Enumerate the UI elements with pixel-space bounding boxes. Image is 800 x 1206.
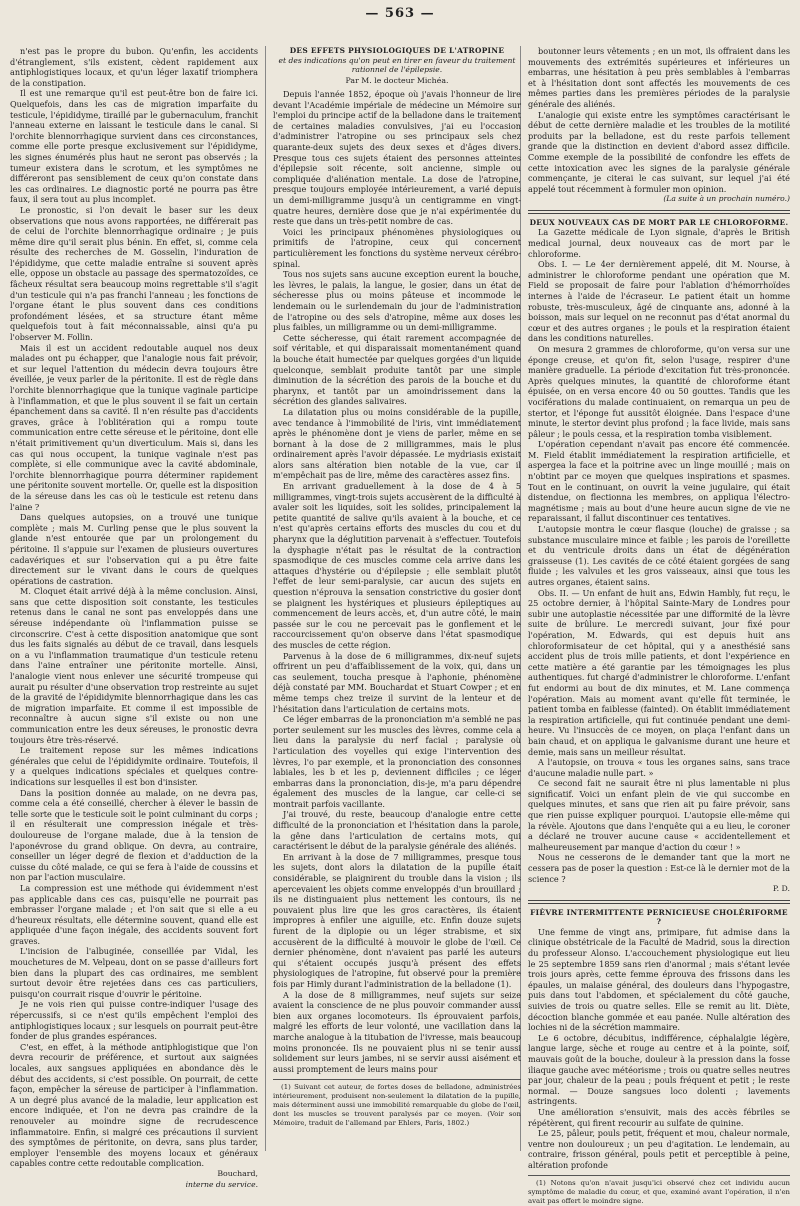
- paragraph: Ce second fait ne saurait être ni plus lamentable ni plus significatif. Voici un enfant plein de vie qui succombe en quelques minutes, et sans que rien ait pu faire prévoir, sans que rien puisse expliquer pourquoi. L'autopsie elle-même qui la révèle. Ajoutons que dans l'enquête qui a eu lieu, le coroner a déclaré ne trouver aucune cause « accidentellement et malheureusement par manque d'action du cœur ! »: [528, 778, 790, 852]
- paragraph: Je ne vois rien qui puisse contre-indiquer l'usage des répercussifs, si ce n'est qu'ils empêchent l'emploi des antiphlogistiques locaux ; sur lesquels on pourrait peut-être fonder de plus grandes espérances.: [10, 999, 258, 1042]
- paragraph: Ce léger embarras de la prononciation m'a semblé ne pas porter seulement sur les muscles des lèvres, comme cela a lieu dans la paralysie du nerf facial ; paralysie où l'articulation des voyelles qui exige l'intervention des lèvres, l'o par exemple, et la prononciation des consonnes labiales, les b et les p, deviennent difficiles ; ce léger embarras dans la prononciation, dis-je, m'a paru dépendre également des muscles de la langue, car celle-ci se montrait parfois vacillante.: [273, 714, 522, 809]
- paragraph: En arrivant graduellement à la dose de 4 à 5 milligrammes, vingt-trois sujets accusèrent de la difficulté à avaler soit les liquides, soit les solides, principalement la petite quantité de salive qu'ils avaient à la bouche, et ce n'est qu'après certains efforts des muscles du cou et du pharynx que la déglutition parvenait à s'effectuer. Toutefois la dysphagie n'était pas le résultat de la contraction spasmodique de ces muscles comme cela arrive dans les attaques d'hystérie ou d'épilepsie ; elle semblait plutôt l'effet de leur semi-paralysie, car aucun des sujets en question n'éprouva la sensation constrictive du gosier dont se plaignent les hystériques et plusieurs épileptiques au commencement de leurs accès, et, d'un autre côté, le main passée sur le cou ne percevait pas le gonflement et le raccourcissement qu'on observe dans l'état spasmodique des muscles de cette région.: [273, 481, 521, 650]
- paragraph: Dans la position donnée au malade, on ne devra pas, comme cela a été conseillé, chercher à élever le bassin de telle sorte que le testicule soit le point culminant du corps ; il en résulterait une compression inégale et très-douloureuse de l'organe malade, due à la tension de l'aponévrose du grand oblique. On devra, au contraire, conseiller un léger degré de flexion et d'adduction de la cuisse du côté malade, ce qui se fera à l'aide de coussins et non par l'action musculaire.: [10, 787, 258, 883]
- paragraph: L'autopsie montra le cœur flasque (louche) de graisse ; sa substance musculaire mince et faible ; les parois de l'oreillette et du ventricule droits dans un état de dégénération graisseuse (1). Les cavités de ce côté étaient gorgées de sang fluide ; les valvules et les gros vaisseaux, ainsi que tous les autres organes, étaient sains.: [528, 524, 790, 587]
- paragraph: Une femme de vingt ans, primipare, fut admise dans la clinique obstétricale de la Faculté de Madrid, sous la direction du professeur Alonso. L'accouchement physiologique eut lieu le 25 septembre 1859 sans rien d'anormal ; mais s'étant levée trois jours après, cette femme éprouva des frissons dans les épaules, un malaise général, des douleurs dans l'hypogastre, puis dans tout l'abdomen, et spécialement du côté gauche, suivies de trois ou quatre selles. Elle se remit au lit. Diète, décoction blanche gommée et eau panée. Nulle altération des lochies ni de la sécrétion mammaire.: [528, 926, 790, 1033]
- paragraph: Le 25, pâleur, pouls petit, fréquent et mou, chaleur normale, ventre non douloureux ; un peu d'agitation. Le lendemain, au contraire, frisson général, pouls petit et perceptible à peine, altération profonde: [528, 1128, 790, 1170]
- author-role: interne du service.: [185, 1179, 258, 1189]
- footnote: (1) Notons qu'on n'avait jusqu'ici observé chez cet individu aucun symptôme de maladie du cœur, et que, examiné avant l'opération, il n'en avait pas offert le moindre signe.: [528, 1179, 790, 1206]
- paragraph: Le 6 octobre, décubitus, indifférence, céphalalgie légère, langue large, sèche et rouge au centre et à la pointe, soif, mauvais goût de la bouche, douleur à la pression dans la fosse iliaque gauche avec météorisme ; trois ou quatre selles neutres par jour, chaleur de la peau ; pouls fréquent et petit ; le reste normal. — Douze sangsues loco dolenti ; lavements astringents.: [528, 1032, 790, 1107]
- paragraph: n'est pas le propre du bubon. Qu'enfin, les accidents d'étranglement, s'ils existent, cèdent rapidement aux antiphlogistiques locaux, et qu'un léger laxatif triomphera de la constipation.: [10, 46, 258, 88]
- paragraph: Il est une remarque qu'il est peut-être bon de faire ici. Quelquefois, dans les cas de migration imparfaite du testicule, l'épididyme, tiraillé par le gubernaculum, franchit l'anneau externe en laissant le testicule dans le canal. Si l'orchite blennorrhagique survient dans ces circonstances, comme elle porte presque exclusivement sur l'épididyme, les signes énumérés plus haut ne seront pas observés ; la tumeur existera dans le scrotum, et les symptômes ne différeront pas sensiblement de ceux qu'on constate dans les cas ordinaires. Le diagnostic porté ne pourra pas être faux, il sera tout au plus incomplet.: [10, 88, 258, 205]
- article-title: DES EFFETS PHYSIOLOGIQUES DE L'ATROPINE: [289, 46, 505, 55]
- paragraph: Cette sécheresse, qui était rarement accompagnée de soif véritable, et qui disparaissait momentanément quand la bouche était humectée par quelques gorgées d'un liquide quelconque, semblait produite tantôt par une simple diminution de la sécrétion des parois de la bouche et du pharynx, et tantôt par un amoindrissement dans la sécrétion des glandes salivaires.: [273, 332, 521, 407]
- paragraph: Une amélioration s'ensuivit, mais des accès fébriles se répétèrent, qui firent recourir au sulfate de quinine.: [528, 1106, 790, 1128]
- author-signature: P. D.: [772, 884, 790, 894]
- paragraph: Le pronostic, si l'on devait le baser sur les deux observations que nous avons rapportées, ne différerait pas de celui de l'orchite blennorrhagique ordinaire ; je puis même dire qu'il serait plus bénin. En effet, si, comme cela résulte des recherches de M. Gosselin, l'induration de l'épididyme, que cette maladie entraîne si souvent après elle, oppose un obstacle au passage des spermatozoïdes, ce fâcheux résultat sera beaucoup moins regrettable s'il s'agit d'un testicule qui n'a pas franchi l'anneau ; les fonctions de l'organe étant le plus souvent dans ces conditions profondément lésées, et sa structure étant même quelquefois tout à fait méconnaissable, ainsi qu'a pu l'observer M. Follin.: [10, 204, 258, 343]
- paragraph: Dans quelques autopsies, on a trouvé une tunique complète ; mais M. Curling pense que le plus souvent la glande n'est entourée que par un prolongement du péritoine. Il s'appuie sur l'examen de plusieurs ouvertures cadavériques et sur l'observation qui a pu être faite directement sur le vivant dans le cours de quelques opérations de castration.: [10, 512, 258, 586]
- paragraph: Tous nos sujets sans aucune exception eurent la bouche, les lèvres, le palais, la langue, le gosier, dans un état de sécheresse plus ou moins pâteuse et incommode le lendemain ou le surlendemain du jour de l'administration de l'atropine ou des sels d'atropine, même aux doses les plus faibles, un milligramme ou un demi-milligramme.: [273, 269, 521, 333]
- paragraph: Voici les principaux phénomènes physiologiques ou primitifs de l'atropine, ceux qui concernent particulièrement les fonctions du système nerveux cérébro-spinal.: [273, 226, 521, 269]
- paragraph: En arrivant à la dose de 7 milligrammes, presque tous les sujets, dont alors la dilatation de la pupille était considérable, se plaignirent du trouble dans la vision ; ils apercevaient les objets comme enveloppés d'un brouillard ; ils ne distinguaient plus nettement les contours, ils ne pouvaient plus lire que les gros caractères, ils étaient impropres à enfiler une aiguille, etc. Enfin douze sujets furent de la diplopie ou un léger strabisme, et six accusèrent de la difficulté à mouvoir le globe de l'œil. Ce dernier phénomène, dont n'avaient pas parlé les auteurs qui s'étaient occupés jusqu'à présent des effets physiologiques de l'atropine, fut observé pour la première fois par Himly durant l'administration de la belladone (1).: [273, 851, 521, 989]
- continued-note: (La suite à un prochain numéro.): [663, 194, 790, 204]
- author-signature: Bouchard,: [217, 1168, 258, 1178]
- column-1: [10, 46, 258, 1189]
- column-divider: [265, 46, 266, 1151]
- article-subtitle: et des indications qu'on peut en tirer en faveur du traitement rationnel de l'épilepsie.: [278, 55, 516, 74]
- footnote: (1) Suivant cet auteur, de fortes doses de belladone, administrées intérieurement, produisent non-seulement la dilatation de la pupille, mais déterminent aussi une immobilité remarquable du globe de l'œil, dont les muscles se trouvent paralysés par ce moyen. (Voir son Mémoire, traduit de l'allemand par Ehlers, Paris, 1802.): [273, 1083, 521, 1127]
- article-title: FIÈVRE INTERMITTENTE PERNICIEUSE CHOLÉRIFORME ?: [530, 907, 788, 927]
- paragraph: Depuis l'année 1852, époque où j'avais l'honneur de lire devant l'Académie impériale de médecine un Mémoire sur l'emploi du principe actif de la belladone dans le traitement de certaines maladies convulsives, j'ai eu l'occasion d'administrer l'atropine ou ses principaux sels chez quarante-deux sujets des deux sexes et d'âges divers. Presque tous ces sujets étaient des personnes atteintes d'épilepsie soit récente, soit ancienne, simple ou compliquée d'aliénation mentale. La dose de l'atropine, presque toujours employée intérieurement, a varié depuis un demi-milligramme jusqu'à un centigramme en vingt-quatre heures, dernière dose que je n'ai expérimentée du reste que dans un très-petit nombre de cas.: [273, 89, 521, 227]
- paragraph: boutonner leurs vêtements ; en un mot, ils offraient dans les mouvements des extrémités supérieures et inférieures un embarras, une hésitation à peu près semblables à l'embarras et à l'hésitation dont sont affectés les mouvements de ces mêmes parties dans les premières périodes de la paralysie générale des aliénés.: [528, 46, 790, 109]
- paragraph: Mais il est un accident redoutable auquel nos deux malades ont pu échapper, que l'analogie nous fait prévoir, et sur lequel l'attention du médecin devra toujours être éveillée, je veux parler de la péritonite. Il est de règle dans l'orchite blennorrhagique que la tunique vaginale participe à l'inflammation, et que le plus souvent il se fait un certain épanchement dans sa cavité. Il n'en résulte pas d'accidents graves, grâce à l'oblitération qui a rompu toute communication entre cette séreuse et le péritoine, dont elle n'était primitivement qu'un diverticulum. Mais si, dans les cas qui nous occupent, la tunique vaginale n'est pas complète, si elle communique avec la cavité abdominale, l'orchite blennorrhagique pourra déterminer rapidement une péritonite souvent mortelle. Or, quelle est la disposition de la séreuse dans les cas où le testicule est retenu dans l'aine ?: [10, 342, 258, 512]
- paragraph: M. Cloquet était arrivé déjà à la même conclusion. Ainsi, sans que cette disposition soit constante, les testicules retenus dans le canal ne sont pas enveloppés dans une séreuse indépendante où l'inflammation puisse se circonscrire. C'est à cette disposition anatomique que sont dus les faits signalés au début de ce travail, dans lesquels on a vu l'inflammation traumatique d'un testicule retenu dans l'aine entraîner une péritonite mortelle. Ainsi, l'analogie vient nous enlever une sécurité trompeuse qui aurait pu résulter d'une observation trop restreinte au sujet de la gravité de l'épididymite blennorrhagique dans les cas de migration imparfaite. Et comme il est impossible de reconnaître à aucun signe s'il existe ou non une communication entre les deux séreuses, le pronostic devra toujours être très-réservé.: [10, 586, 258, 745]
- paragraph: Obs. II. — Un enfant de huit ans, Edwin Hambly, fut reçu, le 25 octobre dernier, à l'hôpital Sainte-Mary de Londres pour subir une autoplastie nécessitée par une difformité de la lèvre suite de brûlure. Le mercredi suivant, jour fixé pour l'opération, M. Edwards, qui est depuis huit ans chloroformisateur de cet hôpital, qui y a anesthésié sans accident plus de trois mille patients, et dont l'expérience en cette matière a été garantie par les témoignages les plus authentiques. fut chargé d'administrer le chloroforme. L'enfant fut endormi au bout de dix minutes, et M. Lane commença l'opération. Mais au moment avant qu'elle fût terminée, le patient tomba en faiblesse (fainted). On établit immédiatement la respiration artificielle, qui fut continuée pendant une demi-heure. Vu l'insuccès de ce moyen, on plaça l'enfant dans un bain chaud, et on appliqua le galvanisme durant une heure et demie, mais sans un meilleur résultat.: [528, 587, 790, 757]
- paragraph: La compression est une méthode qui évidemment n'est pas applicable dans ces cas, puisqu'elle ne pourrait pas embrasser l'organe malade ; et l'on sait que si elle a eu d'heureux résultats, elle détermine souvent, quand elle est appliquée d'une façon inégale, des accidents souvent fort graves.: [10, 882, 258, 946]
- column-3: [528, 46, 790, 1206]
- section-rule: [528, 900, 790, 904]
- article-author: Par M. le docteur Michéa.: [345, 75, 449, 85]
- paragraph: A la dose de 8 milligrammes, neuf sujets sur seize avaient la conscience de ne plus pouvoir commander aussi bien aux organes locomoteurs. Ils éprouvaient parfois, malgré les efforts de leur volonté, une vacillation dans la marche analogue à la titubation de l'ivresse, mais beaucoup moins prononcée. Ils ne pouvaient plus ni se tenir aussi solidement sur leurs jambes, ni se servir aussi aisément et aussi promptement de leurs mains pour: [273, 989, 521, 1074]
- footnotes: [528, 1175, 790, 1205]
- column-2: [273, 46, 521, 1151]
- paragraph: C'est, en effet, à la méthode antiphlogistique que l'on devra recourir de préférence, et surtout aux saignées locales, aux sangsues appliquées en abondance dès le début des accidents, si c'est possible. On pourrait, de cette façon, empêcher la séreuse de participer à l'inflammation. A un degré plus avancé de la maladie, leur application est encore indiquée, et l'on ne devra pas craindre de la renouveler au moindre signe de recrudescence inflammatoire. Enfin, si malgré ces précautions il survient des symptômes de péritonite, on devra, sans plus tarder, employer l'ensemble des moyens locaux et généraux capables contre cette redoutable complication.: [10, 1041, 258, 1169]
- paragraph: Obs. I. — Le 4er dernièrement appelé, dit M. Nourse, à administrer le chloroforme pendant une opération que M. Field se proposait de faire pour l'ablation d'hémorrhoïdes internes à l'aide de l'écraseur. Le patient était un homme robuste, très-musculeux, âgé de cinquante ans, adonné à la boisson, mais sur lequel on ne reconnut pas d'état anormal du cœur et des autres organes ; le pouls et la respiration étaient dans les conditions naturelles.: [528, 259, 790, 344]
- footnotes: [273, 1079, 521, 1127]
- paragraph: Le traitement repose sur les mêmes indications générales que celui de l'épididymite ordinaire. Toutefois, il y a quelques indications spéciales et quelques contre-indications sur lesquelles il est bon d'insister.: [10, 745, 258, 787]
- paragraph: Nous ne cesserons de le demander tant que la mort ne cessera pas de poser la question : Est-ce là le dernier mot de la science ?: [528, 852, 790, 884]
- paragraph: J'ai trouvé, du reste, beaucoup d'analogie entre cette difficulté de la prononciation et l'hésitation dans la parole, la gêne dans l'articulation de certains mots, qui caractérisent le début de la paralysie générale des aliénés.: [273, 809, 521, 852]
- page-number: — 563 —: [365, 6, 435, 21]
- paragraph: La Gazette médicale de Lyon signale, d'après le British medical journal, deux nouveaux cas de mort par le chloroforme.: [528, 227, 790, 259]
- paragraph: A l'autopsie, on trouva « tous les organes sains, sans trace d'aucune maladie nulle part. »: [528, 757, 790, 778]
- paragraph: La dilatation plus ou moins considérable de la pupille, avec tendance à l'immobilité de l'iris, vint immédiatement après le phénomène dont je viens de parler, même en se bornant à la dose de 2 milligrammes, mais le plus ordinairement après l'avoir dépassée. Le mydriasis existait alors sans altération bien notable de la vue, car il m'empêchait pas de lire, même des caractères assez fins.: [273, 406, 521, 481]
- section-rule: [528, 210, 790, 214]
- paragraph: On mesura 2 grammes de chloroforme, qu'on versa sur une éponge creuse, et qu'on fit, selon l'usage, respirer d'une manière graduelle. La période d'excitation fut très-prononcée. Après quelques minutes, la quantité de chloroforme étant épuisée, on en versa encore 40 ou 50 gouttes. Tandis que les vociférations du malade continuaient, on remarqua un peu de stertor, et l'éponge fut aussitôt éloignée. Dans l'espace d'une minute, le stertor devint plus profond ; la face livide, mais sans pâleur ; le pouls cessa, et la respiration tomba visiblement.: [528, 343, 790, 439]
- article-title: DEUX NOUVEAUX CAS DE MORT PAR LE CHLOROFORME.: [529, 217, 789, 227]
- paragraph: L'opération cependant n'avait pas encore été commencée. M. Field établit immédiatement la respiration artificielle, et aspergea la face et la poitrine avec un linge mouillé ; mais on n'obtint par ce moyen que quelques inspirations et spasmes. Tout en le continuant, on ouvrit la veine jugulaire, qui était distendue, on flectionna les membres, on appliqua l'électro-magnétisme ; mais au bout d'une heure aucun signe de vie ne reparaissant, il fallut discontinuer ces tentatives.: [528, 439, 790, 524]
- paragraph: Parvenus à la dose de 6 milligrammes, dix-neuf sujets offrirent un peu d'affaiblissement de la voix, qui, dans un cas seulement, toucha presque à l'aphonie, phénomène déjà constaté par MM. Bouchardat et Stuart Cowper ; et en même temps chez treize il survint de la lenteur et de l'hésitation dans l'articulation de certains mots.: [273, 650, 521, 714]
- paragraph: L'incision de l'albuginée, conseillée par Vidal, les mouchetures de M. Velpeau, dont on se passe d'ailleurs fort bien dans la plupart des cas ordinaires, me semblent surtout devoir être rejetées dans ces cas particuliers, puisqu'on courrait risque d'ouvrir le péritoine.: [10, 946, 258, 999]
- paragraph: L'analogie qui existe entre les symptômes caractérisant le début de cette dernière maladie et les troubles de la motilité produits par la belladone, est du reste parfois tellement grande que la distinction en devient d'abord assez difficile. Comme exemple de la possibilité de confondre les effets de cette intoxication avec les signes de la paralysie générale commençante, je citerai le cas suivant, sur lequel j'ai été appelé tout récemment à formuler mon opinion.: [528, 109, 790, 194]
